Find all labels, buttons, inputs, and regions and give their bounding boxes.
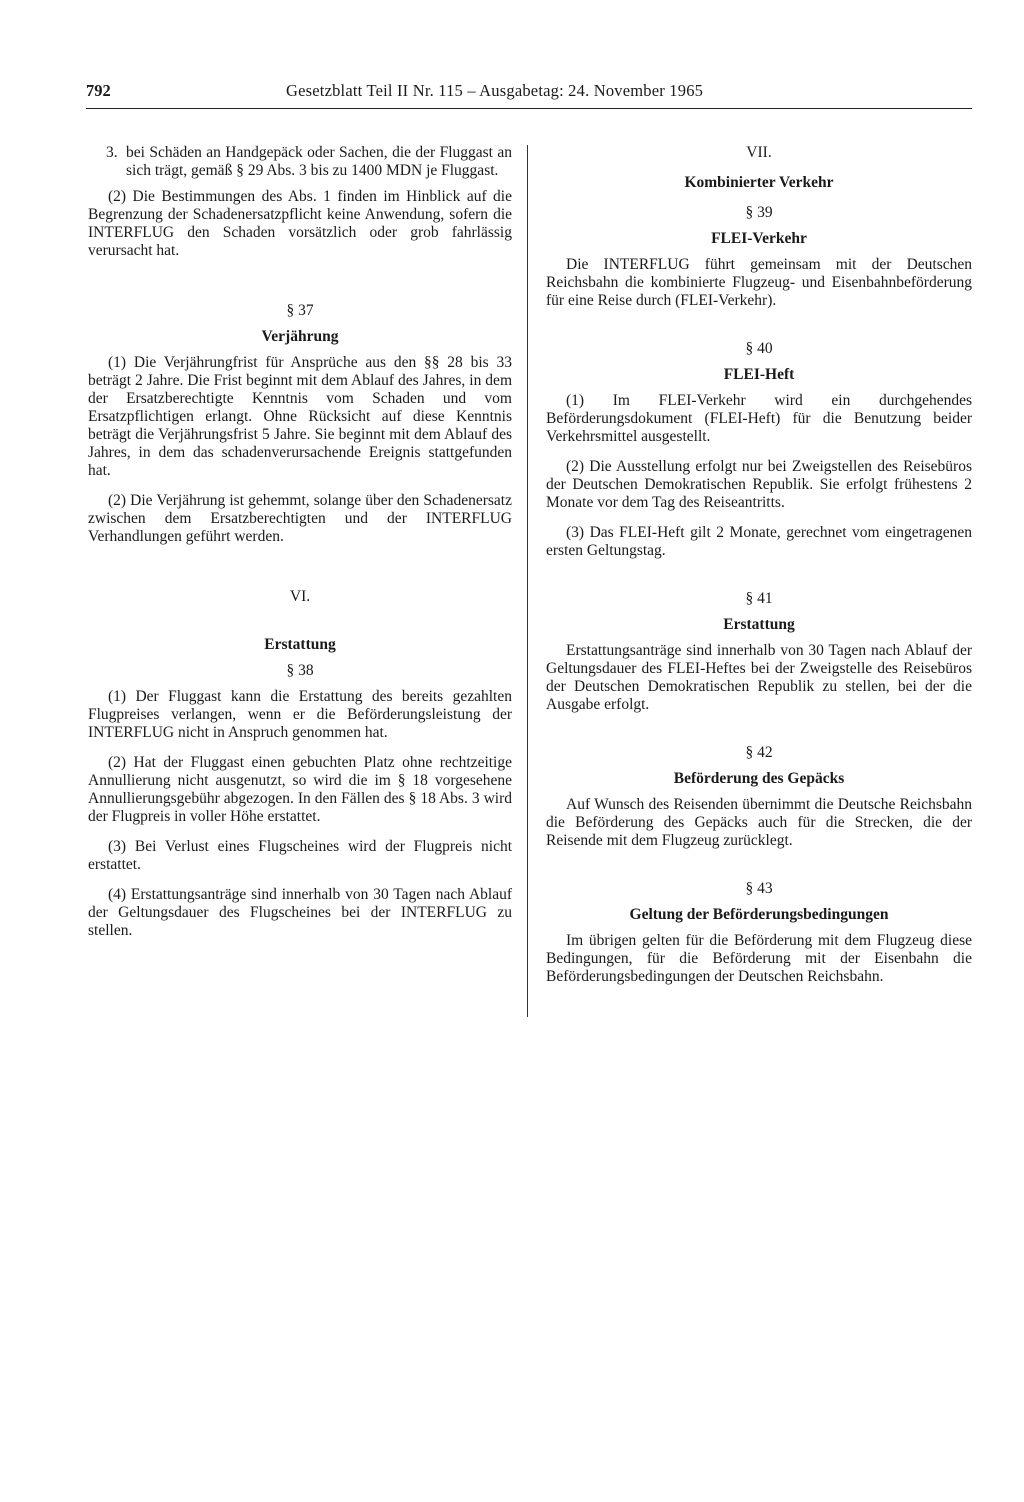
part-number-6: VI. [289,588,311,605]
part-title-7: Kombinierter Verkehr [684,174,834,191]
item-text: bei Schäden an Handgepäck oder Sachen, die der Fluggast an sich trägt, gemäß § 29 Abs. 3 bis zu 1400 MDN je Fluggast. [126,144,512,179]
paragraph: (1) Im FLEI-Verkehr wird ein durchgehendes Beförderungsdokument (FLEI-Heft) für die Benutzung beider Verkehrsmittel ausgestellt. [546,392,972,445]
section-title-41: Erstattung [723,616,795,633]
section-title-37: Verjährung [261,328,339,345]
section-number-40: § 40 [745,340,773,357]
paragraph: (2) Die Ausstellung erfolgt nur bei Zweigstellen des Reisebüros der Deutschen Demokratischen Republik. Sie erfolgt frühestens 2 Monate vor dem Tag des Reiseantritts. [546,458,972,511]
paragraph: Im übrigen gelten für die Beförderung mit dem Flugzeug diese Bedingungen, für die Beförderung mit der Eisenbahn die Beförderungsbedingungen der Deutschen Reichsbahn. [546,932,972,985]
paragraph: (2) Hat der Fluggast einen gebuchten Platz ohne rechtzeitige Annullierung nicht ausgenutzt, so wird die im § 18 vorgesehene Annullierungsgebühr abgezogen. In den Fällen des § 18 Abs. 3 wird der Flugpreis in voller Höhe erstattet. [88,754,512,825]
section-number-37: § 37 [286,302,314,319]
right-column [546,144,972,986]
paragraph: Die INTERFLUG führt gemeinsam mit der Deutschen Reichsbahn die kombinierte Flugzeug- und Eisenbahnbeförderung für eine Reise durch (FLEI-Verkehr). [546,256,972,309]
left-column [88,144,512,940]
paragraph: (1) Die Verjährungfrist für Ansprüche aus den §§ 28 bis 33 beträgt 2 Jahre. Die Frist beginnt mit dem Ablauf des Jahres, in dem der Ersatzberechtigte Kenntnis vom Schaden und vom Ersatzpflichtigen erlangt. Ohne Rücksicht auf diese Kenntnis beträgt die Verjährungsfrist 5 Jahre. Sie beginnt mit dem Ablauf des Jahres, in dem das schadenverursachende Ereignis stattgefunden hat. [88,354,512,479]
page-number: 792 [86,81,111,100]
part-title-6: Erstattung [264,636,336,653]
paragraph: (4) Erstattungsanträge sind innerhalb von 30 Tagen nach Ablauf der Geltungsdauer des Flugscheines bei der INTERFLUG zu stellen. [88,886,512,939]
running-title: Gesetzblatt Teil II Nr. 115 – Ausgabetag: 24. November 1965 [286,81,704,100]
section-title-40: FLEI-Heft [723,366,795,383]
paragraph: (2) Die Bestimmungen des Abs. 1 finden im Hinblick auf die Begrenzung der Schadenersatzpflicht keine Anwendung, sofern die INTERFLUG den Schaden vorsätzlich oder grob fahrlässig verursacht hat. [88,188,512,259]
paragraph: (2) Die Verjährung ist gehemmt, solange über den Schadenersatz zwischen dem Ersatzberechtigten und der INTERFLUG Verhandlungen geführt werden. [88,492,512,545]
paragraph: (1) Der Fluggast kann die Erstattung des bereits gezahlten Flugpreises verlangen, wenn er die Beförderungsleistung der INTERFLUG nicht in Anspruch genommen hat. [88,688,512,741]
section-number-41: § 41 [745,590,773,607]
section-number-38: § 38 [286,662,314,679]
paragraph: Auf Wunsch des Reisenden übernimmt die Deutsche Reichsbahn die Beförderung des Gepäcks auch für die Strecken, die der Reisende mit dem Flugzeug zurücklegt. [546,796,972,849]
section-title-39: FLEI-Verkehr [711,230,807,247]
column-divider [527,145,528,1017]
list-item-3 [88,144,512,180]
section-number-43: § 43 [745,880,773,897]
part-number-7: VII. [746,144,772,161]
running-header [86,82,972,109]
section-title-43: Geltung der Beförderungsbedingungen [629,906,889,923]
section-number-42: § 42 [745,744,773,761]
section-number-39: § 39 [745,204,773,221]
item-number: 3. [106,144,118,161]
paragraph: Erstattungsanträge sind innerhalb von 30 Tagen nach Ablauf der Geltungsdauer des FLEI-Heftes bei der Zweigstelle des Reisebüros der Deutschen Demokratischen Republik zu stellen, bei der die Ausgabe erfolgt. [546,642,972,713]
paragraph: (3) Das FLEI-Heft gilt 2 Monate, gerechnet vom eingetragenen ersten Geltungstag. [546,524,972,559]
section-title-42: Beförderung des Gepäcks [673,770,845,787]
paragraph: (3) Bei Verlust eines Flugscheines wird der Flugpreis nicht erstattet. [88,838,512,873]
